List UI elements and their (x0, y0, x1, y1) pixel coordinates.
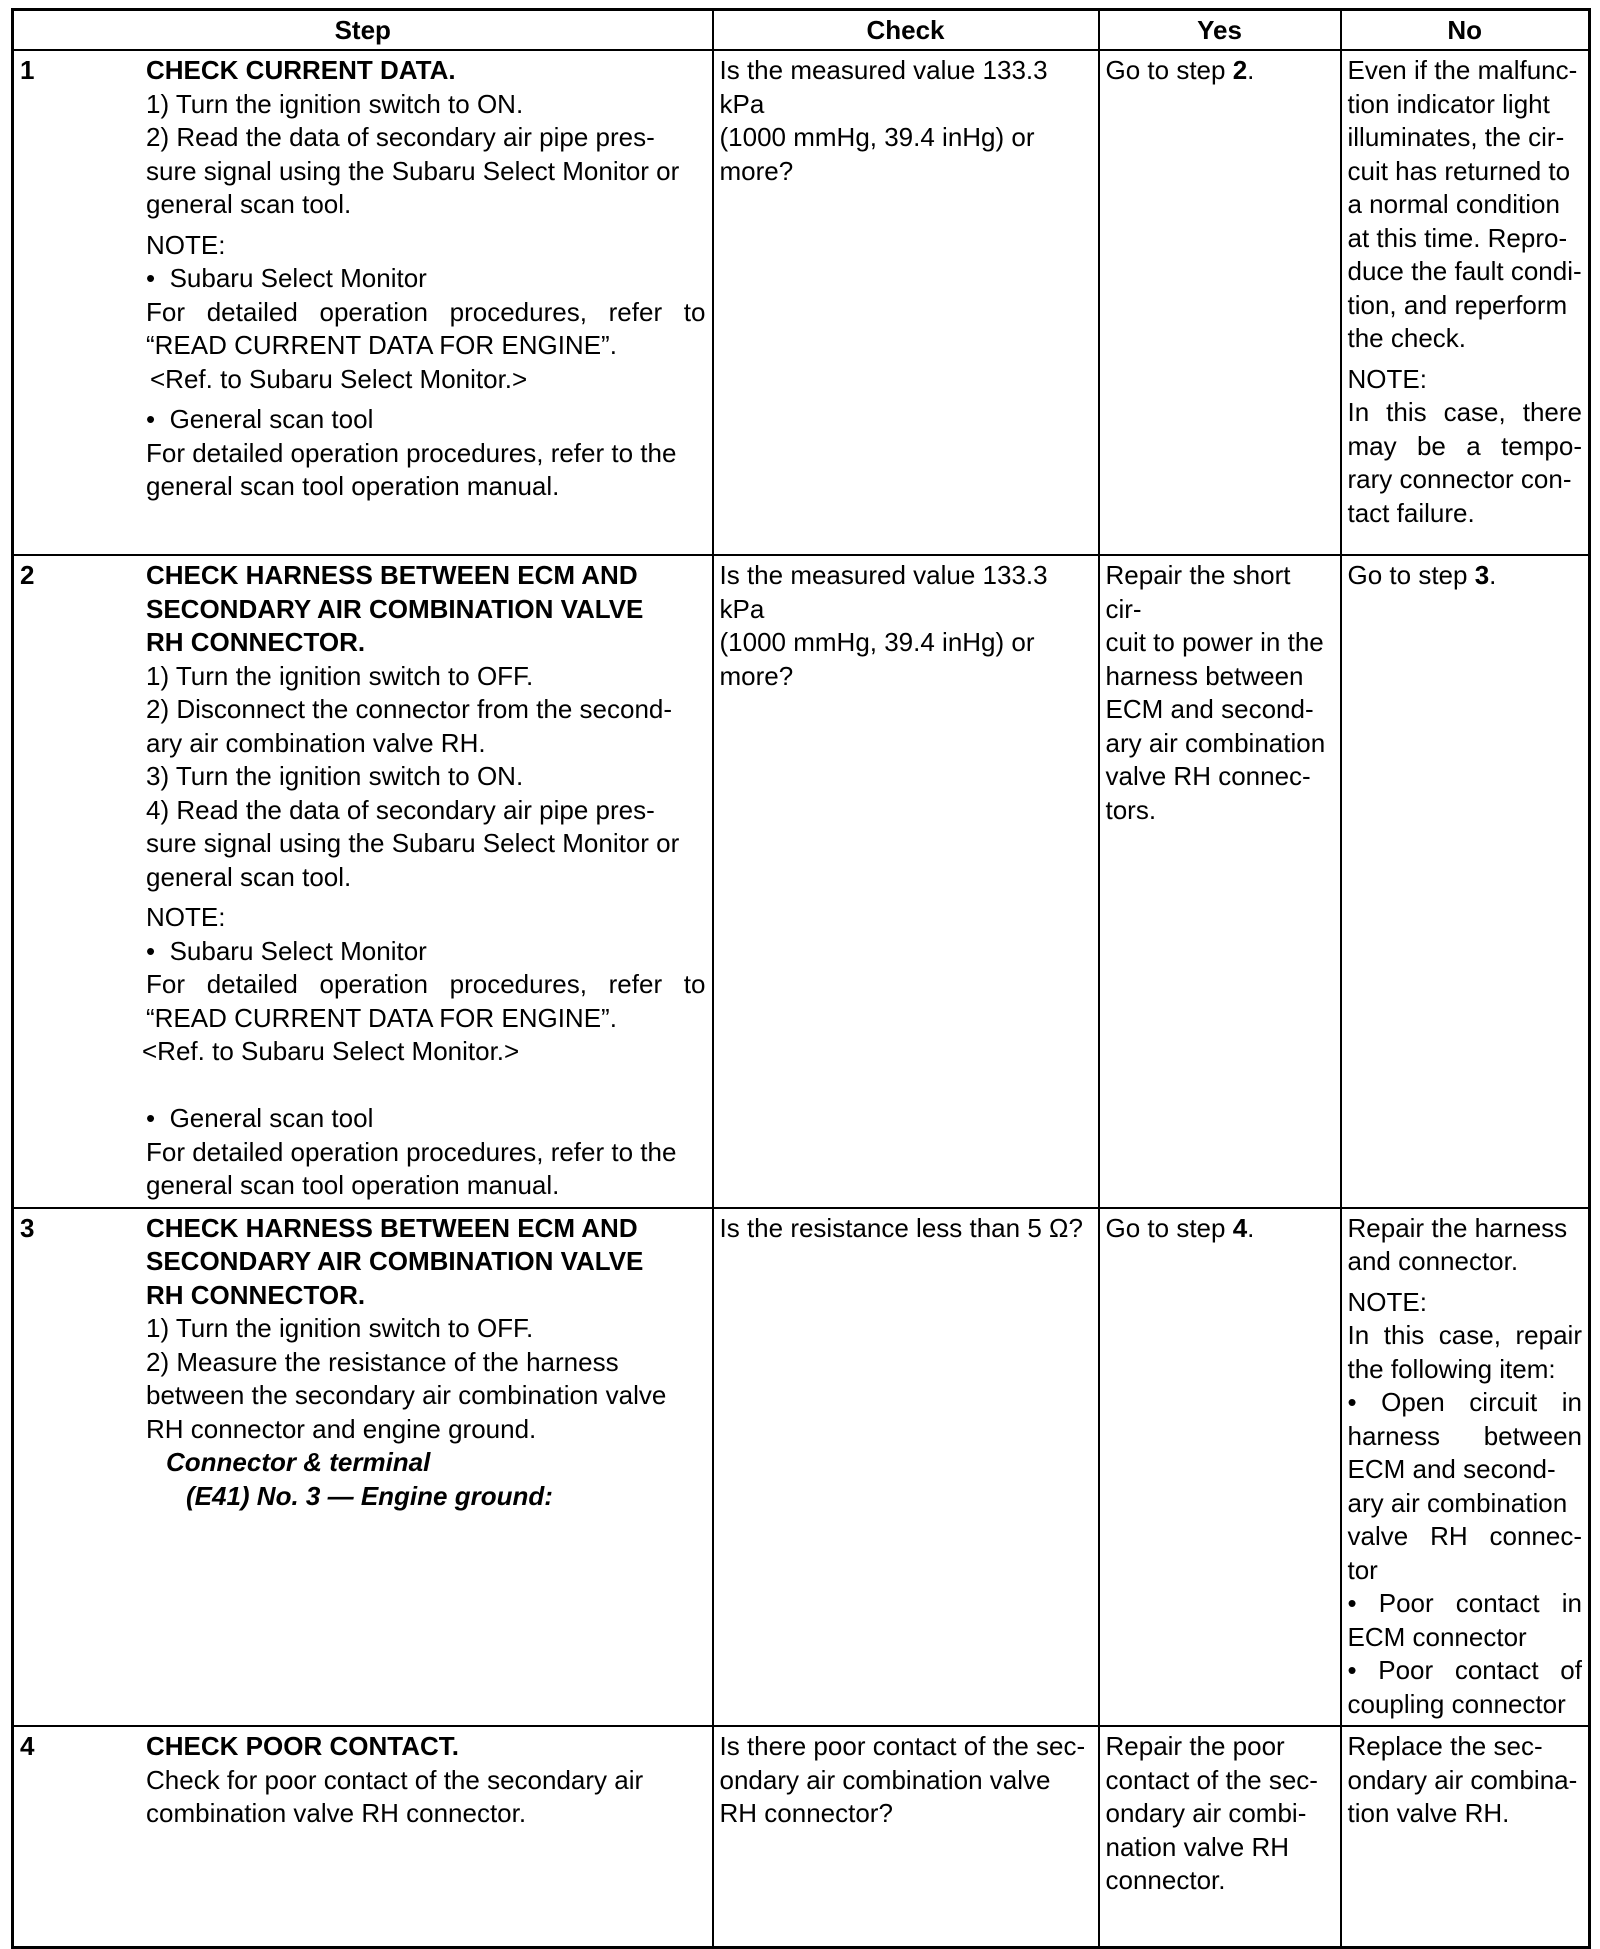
step-instruction: ary air combination valve RH. (146, 727, 486, 758)
note-text: rary connector con- (1347, 464, 1572, 494)
step-link[interactable]: 4 (1232, 1212, 1248, 1243)
yes-text: ary air combination (1105, 727, 1326, 758)
step-instruction: general scan tool. (146, 861, 352, 892)
yes-text: harness between (1105, 660, 1304, 691)
yes-cell (1099, 1208, 1341, 1727)
step-cell (13, 1208, 713, 1727)
note-text: general scan tool operation manual. (146, 471, 560, 501)
step-instruction: 2) Read the data of secondary air pipe pres- (146, 122, 655, 152)
check-text: Is the measured value 133.3 kPa (719, 55, 1048, 119)
note-text: “READ CURRENT DATA FOR ENGINE”. (146, 330, 617, 360)
note-text: “READ CURRENT DATA FOR ENGINE”. (146, 1002, 617, 1033)
step-number: 1 (20, 55, 35, 85)
note-bullet: • General scan tool (146, 403, 706, 437)
note-text: tact failure. (1347, 497, 1475, 528)
check-text: (1000 mmHg, 39.4 inHg) or (719, 627, 1035, 657)
table-row (13, 50, 1590, 555)
step-instruction: 1) Turn the ignition switch to ON. (146, 88, 524, 119)
check-text: ondary air combination valve (719, 1764, 1051, 1795)
no-text: ondary air combina- (1347, 1764, 1578, 1795)
note-text: For detailed operation procedures, refer to (146, 969, 706, 999)
table-row (13, 1726, 1590, 1947)
yes-text: ECM and second- (1105, 694, 1314, 724)
step-instruction: general scan tool. (146, 189, 352, 219)
check-cell (713, 555, 1099, 1208)
no-text: . (1489, 560, 1497, 590)
connector-label: Connector & terminal (166, 1447, 431, 1477)
no-text: tion valve RH. (1347, 1798, 1510, 1828)
note-text: general scan tool operation manual. (146, 1170, 560, 1200)
no-text: tion, and reperform (1347, 289, 1568, 320)
list-item: • Poor contact of (1347, 1655, 1582, 1685)
yes-text: ondary air combi- (1105, 1798, 1307, 1828)
list-item: ECM connector (1347, 1621, 1527, 1652)
note-text: For detailed operation procedures, refer to (146, 296, 706, 327)
step-title: RH CONNECTOR. (146, 1279, 366, 1310)
step-cell (13, 50, 713, 555)
step-instruction: sure signal using the Subaru Select Monitor or (146, 828, 680, 858)
no-cell (1341, 555, 1590, 1208)
yes-text: nation valve RH (1105, 1831, 1290, 1862)
note-label: NOTE: (146, 229, 226, 260)
header-yes: Yes (1099, 10, 1341, 51)
no-text: and connector. (1347, 1246, 1519, 1276)
list-item: • Open circuit in (1347, 1387, 1582, 1417)
step-title: CHECK HARNESS BETWEEN ECM AND (146, 1212, 638, 1243)
step-instruction: 1) Turn the ignition switch to OFF. (146, 660, 534, 691)
reference-link[interactable]: <Ref. to Subaru Select Monitor.> (142, 1036, 520, 1066)
step-link[interactable]: 3 (1474, 560, 1490, 590)
table-row (13, 555, 1590, 1208)
yes-text: Repair the poor (1105, 1731, 1285, 1761)
note-bullet: • Subaru Select Monitor (146, 935, 706, 969)
step-title: SECONDARY AIR COMBINATION VALVE (146, 593, 644, 624)
step-instruction: combination valve RH connector. (146, 1798, 527, 1828)
yes-cell (1099, 50, 1341, 555)
table-row (13, 1208, 1590, 1727)
yes-text: contact of the sec- (1105, 1764, 1318, 1795)
no-text: illuminates, the cir- (1347, 122, 1565, 152)
step-instruction: RH connector and engine ground. (146, 1413, 537, 1444)
check-text: (1000 mmHg, 39.4 inHg) or (719, 122, 1035, 152)
yes-text: Go to step (1105, 1212, 1233, 1243)
step-instruction: sure signal using the Subaru Select Monitor or (146, 155, 680, 186)
yes-text: cuit to power in the (1105, 627, 1324, 657)
yes-cell (1099, 555, 1341, 1208)
step-number: 4 (20, 1731, 35, 1761)
step-instruction: 2) Disconnect the connector from the second- (146, 694, 673, 724)
list-item: tor (1347, 1554, 1378, 1585)
note-bullet: • General scan tool (146, 1102, 706, 1136)
note-text: For detailed operation procedures, refer to the (146, 1136, 677, 1167)
check-cell (713, 1726, 1099, 1947)
no-text: duce the fault condi- (1347, 256, 1582, 286)
check-text: more? (719, 660, 794, 691)
check-text: Is the measured value 133.3 kPa (719, 560, 1048, 624)
step-number: 2 (20, 560, 35, 590)
yes-text: . (1247, 1212, 1255, 1243)
list-item: ECM and second- (1347, 1454, 1556, 1484)
no-cell (1341, 50, 1590, 555)
blank-line (146, 1069, 706, 1103)
note-label: NOTE: (1347, 363, 1427, 394)
note-text: the following item: (1347, 1353, 1556, 1384)
note-text: For detailed operation procedures, refer to the (146, 437, 677, 468)
check-text: more? (719, 155, 794, 186)
step-title: SECONDARY AIR COMBINATION VALVE (146, 1246, 644, 1276)
note-label: NOTE: (146, 902, 226, 932)
no-text: a normal condition (1347, 189, 1560, 219)
note-text: In this case, repair (1347, 1320, 1582, 1350)
list-item: ary air combination (1347, 1487, 1568, 1518)
reference-link[interactable]: <Ref. to Subaru Select Monitor.> (150, 363, 528, 394)
step-instruction: 2) Measure the resistance of the harness (146, 1346, 619, 1377)
list-item: • Poor contact in (1347, 1588, 1582, 1618)
step-title: CHECK HARNESS BETWEEN ECM AND (146, 560, 638, 590)
no-text: Even if the malfunc- (1347, 55, 1578, 85)
yes-text: valve RH connec- (1105, 761, 1311, 791)
no-text: at this time. Repro- (1347, 222, 1568, 253)
check-cell (713, 1208, 1099, 1727)
diagnostic-table (11, 8, 1591, 1949)
note-text: In this case, there (1347, 397, 1582, 427)
step-cell (13, 555, 713, 1208)
step-instruction: 1) Turn the ignition switch to OFF. (146, 1313, 534, 1343)
no-text: Replace the sec- (1347, 1731, 1543, 1761)
step-link[interactable]: 2 (1232, 55, 1248, 85)
check-text: Is the resistance less than 5 Ω? (719, 1212, 1083, 1243)
no-text: Go to step (1347, 560, 1475, 590)
step-cell (13, 1726, 713, 1947)
yes-cell (1099, 1726, 1341, 1947)
yes-text: . (1247, 55, 1255, 85)
connector-value: (E41) No. 3 — Engine ground: (186, 1480, 553, 1511)
header-check: Check (713, 10, 1099, 51)
note-bullet: • Subaru Select Monitor (146, 262, 706, 296)
list-item: coupling connector (1347, 1688, 1566, 1719)
yes-text: Repair the short cir- (1105, 560, 1291, 624)
header-step: Step (13, 10, 713, 51)
header-no: No (1341, 10, 1590, 51)
no-cell (1341, 1208, 1590, 1727)
step-title: RH CONNECTOR. (146, 627, 366, 657)
note-label: NOTE: (1347, 1286, 1427, 1317)
step-instruction: 4) Read the data of secondary air pipe pres- (146, 794, 655, 825)
check-text: RH connector? (719, 1798, 893, 1828)
step-number: 3 (20, 1212, 35, 1243)
no-cell (1341, 1726, 1590, 1947)
yes-text: connector. (1105, 1865, 1226, 1895)
header-row (13, 10, 1590, 51)
note-text: may be a tempo- (1347, 430, 1582, 461)
check-cell (713, 50, 1099, 555)
no-text: cuit has returned to (1347, 155, 1571, 186)
no-text: Repair the harness (1347, 1212, 1568, 1243)
no-text: the check. (1347, 323, 1467, 353)
step-instruction: 3) Turn the ignition switch to ON. (146, 761, 524, 791)
step-title: CHECK POOR CONTACT. (146, 1731, 459, 1761)
step-instruction: between the secondary air combination valve (146, 1380, 667, 1410)
yes-text: tors. (1105, 794, 1157, 825)
step-title: CHECK CURRENT DATA. (146, 55, 456, 85)
no-text: tion indicator light (1347, 88, 1550, 119)
list-item: harness between (1347, 1420, 1582, 1451)
step-instruction: Check for poor contact of the secondary air (146, 1764, 644, 1795)
yes-text: Go to step (1105, 55, 1233, 85)
list-item: valve RH connec- (1347, 1521, 1582, 1551)
check-text: Is there poor contact of the sec- (719, 1731, 1086, 1761)
